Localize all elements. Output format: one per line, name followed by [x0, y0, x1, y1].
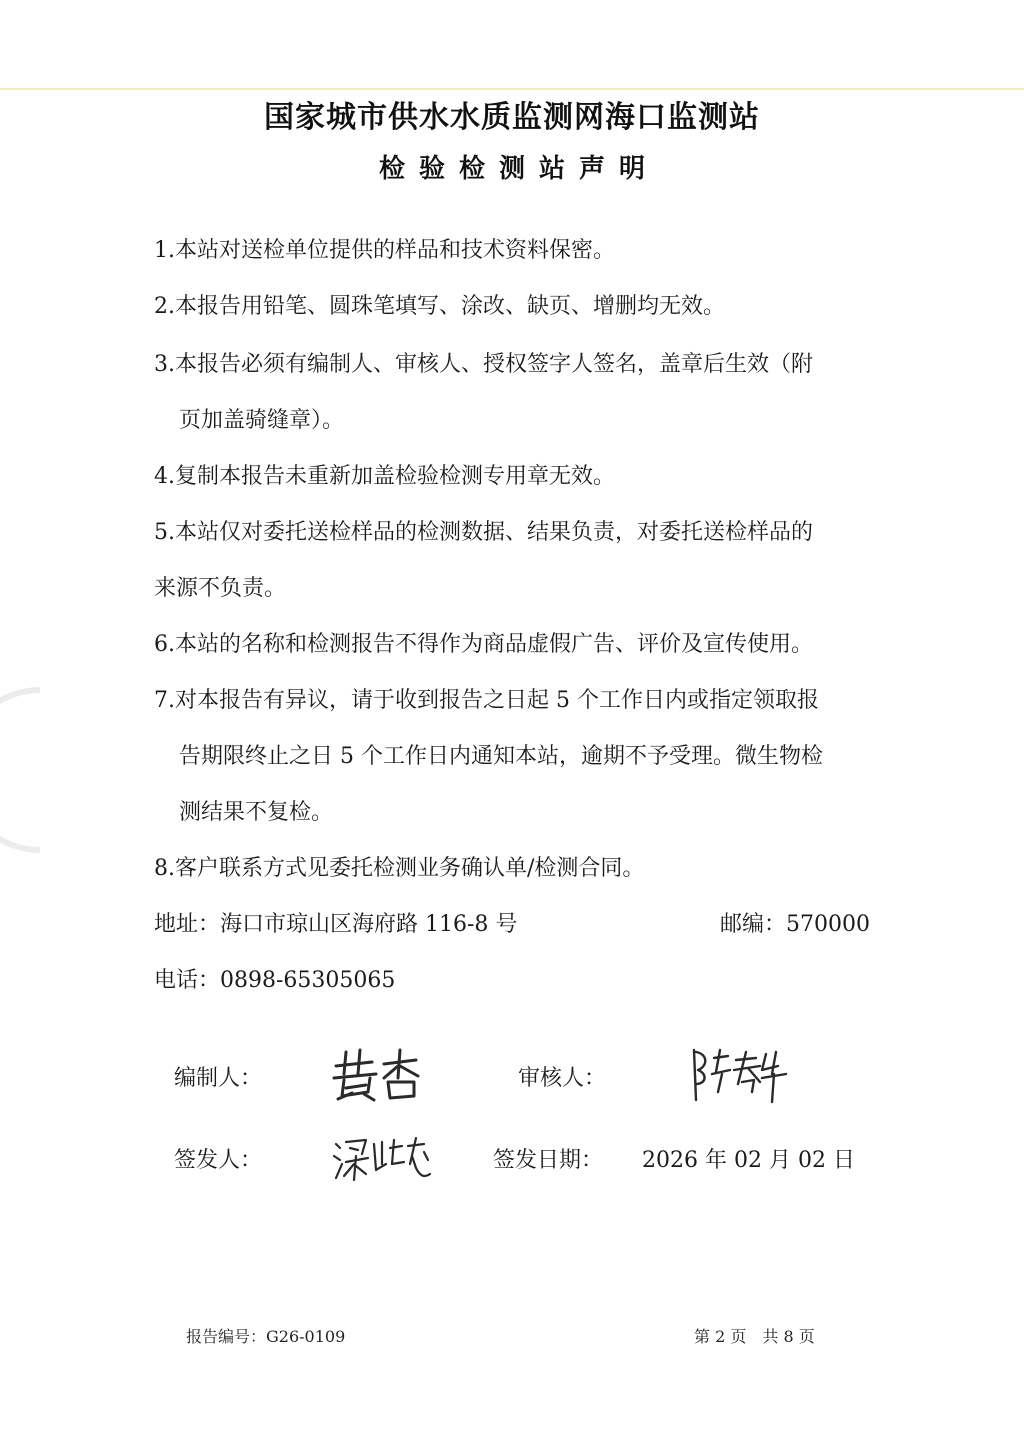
address: 地址：海口市琼山区海府路 116-8 号 [154, 912, 518, 937]
reviewer-label: 审核人： [518, 1066, 607, 1091]
reviewer-signature [686, 1044, 790, 1106]
statement-7: 7.对本报告有异议，请于收到报告之日起 5 个工作日内或指定领取报 [154, 688, 819, 713]
report-number: 报告编号：G26-0109 [186, 1327, 346, 1346]
issuer-label: 签发人： [174, 1148, 263, 1173]
phone: 电话：0898-65305065 [154, 968, 396, 993]
statement-7-cont-1: 告期限终止之日 5 个工作日内通知本站，逾期不予受理。微生物检 [179, 744, 823, 769]
statement-8: 8.客户联系方式见委托检测业务确认单/检测合同。 [154, 856, 645, 881]
page-title: 国家城市供水水质监测网海口监测站 [264, 100, 760, 135]
statement-4: 4.复制本报告未重新加盖检验检测专用章无效。 [154, 464, 615, 489]
statement-3-cont: 页加盖骑缝章）。 [179, 408, 345, 433]
page-subtitle: 检验检测站声明 [378, 154, 659, 184]
statement-2: 2.本报告用铅笔、圆珠笔填写、涂改、缺页、增删均无效。 [154, 294, 725, 319]
statement-3: 3.本报告必须有编制人、审核人、授权签字人签名，盖章后生效（附 [154, 352, 813, 377]
page-number: 第 2 页 共 8 页 [694, 1327, 815, 1346]
issue-date: 2026 年 02 月 02 日 [642, 1148, 855, 1173]
statement-1: 1.本站对送检单位提供的样品和技术资料保密。 [154, 238, 615, 263]
compiler-label: 编制人： [174, 1066, 263, 1091]
statement-6: 6.本站的名称和检测报告不得作为商品虚假广告、评价及宣传使用。 [154, 632, 813, 657]
compiler-signature [328, 1044, 428, 1102]
top-rule [0, 88, 1024, 90]
statement-7-cont-2: 测结果不复检。 [179, 800, 334, 825]
statement-5: 5.本站仅对委托送检样品的检测数据、结果负责，对委托送检样品的 [154, 520, 813, 545]
issuer-signature [332, 1134, 432, 1186]
issue-date-label: 签发日期： [493, 1148, 604, 1173]
statement-5-cont: 来源不负责。 [154, 576, 287, 601]
postcode: 邮编：570000 [720, 912, 870, 937]
faint-stamp-impression [0, 680, 90, 860]
